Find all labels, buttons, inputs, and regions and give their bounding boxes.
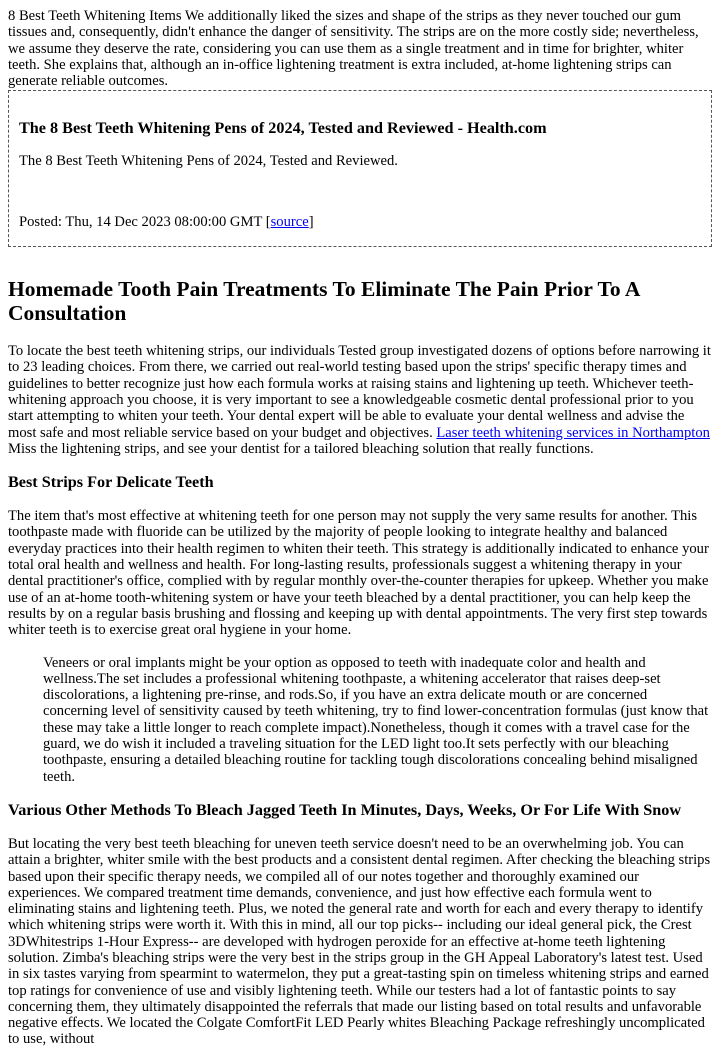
- news-item-posted: [19, 214, 701, 230]
- section-heading-tooth-pain: Homemade Tooth Pain Treatments To Eliminate The Pain Prior To A Consultation: [8, 277, 640, 326]
- intro-paragraph: 8 Best Teeth Whitening Items We additionally liked the sizes and shape of the strips as they never touched our gum tissues and, consequently, didn't enhance the danger of sensitivity. The strips are on the more costly side; nevertheless, we assume they deserve the rate, considering you can use them as a single treatment and in time for brighter, whiter teeth. She explains that, although an in-office lightening treatment is extra included, at-home lightening strips can generate reliable outcomes.: [8, 8, 699, 90]
- article-page: [0, 8, 720, 1048]
- section-paragraph-delicate-teeth: The item that's most effective at whitening teeth for one person may not supply the very same results for another. This toothpaste made with fluoride can be utilized by the majority of people looking to integrate healthy and balanced everyday practices into their health regimen to whiten their teeth. This strategy is additionally indicated to enhance your total oral health and wellness and health. For long-lasting results, professionals suggest a whitening therapy in your dental practitioner's office, complied with by regular monthly over-the-counter therapies for upkeep. Whether you make use of an at-home tooth-whitening system or have your teeth bleached by a dental practitioner, you can help keep the results by on a regular basis brushing and flossing and keeping up with dental appointments. The very first step towards whiter teeth is to exercise great oral hygiene in your home.: [8, 508, 709, 639]
- paragraph-text-after-link: Miss the lightening strips, and see your dentist for a tailored bleaching solution that really functions.: [8, 440, 594, 457]
- news-item-box: [8, 90, 712, 247]
- section-heading-other-methods: Various Other Methods To Bleach Jagged Teeth In Minutes, Days, Weeks, Or For Life With Snow: [8, 800, 682, 819]
- section-paragraph-other-methods: But locating the very best teeth bleaching for uneven teeth service doesn't need to be an overwhelming job. You can attain a brighter, whiter smile with the best products and a consistent dental regimen. After checking the bleaching strips based upon their specific therapy needs, we compiled all of our notes together and thoroughly examined our experiences. We compared treatment time demands, convenience, and just how effective each formula went to eliminating stains and lightening teeth. Plus, we noted the general rate and worth for each and every therapy to identify which whitening strips were worth it. With this in mind, all our top picks-- including our ideal general pick, the Crest 3DWhitestrips 1-Hour Express-- are developed with hydrogen peroxide for an effective at-home teeth lightening solution. Zimba's bleaching strips were the very best in the strips group in the GH Appeal Laboratory's latest test. Used in six tastes varying from spearmint to watermelon, they put a great-tasting spin on timeless whitening strips and earned top ratings for convenience of use and visibly lightening teeth. While our testers had a lot of fantastic points to say concerning them, they ultimately disappointed the referrals that made our listing based on total results and unfavorable negative effects. We located the Colgate ComfortFit LED Pearly whites Bleaching Package refreshingly uncomplicated to use, without: [8, 835, 711, 1048]
- posted-label: Posted: Thu, 14 Dec 2023 08:00:00 GMT [: [19, 213, 271, 230]
- news-item-description: The 8 Best Teeth Whitening Pens of 2024, Tested and Reviewed.: [19, 153, 398, 170]
- section-heading-delicate-teeth: Best Strips For Delicate Teeth: [8, 473, 214, 492]
- posted-close-bracket: ]: [308, 213, 314, 230]
- blockquote-veneers: Veneers or oral implants might be your option as opposed to teeth with inadequate color and health and wellness.The set includes a professional whitening toothpaste, a whitening accelerator that raises deep-set discolorations, a lightening pre-rinse, and rods.So, if you have an extra delicate mouth or are concerned concerning level of sensitivity caused by teeth whitening, try to find lower-concentration formulas (just know that these may take a little longer to reach complete impact).Nonetheless, though it comes with a travel case for the guard, we do wish it included a traveling situation for the LED light too.It sets perfectly with our bleaching toothpaste, ensuring a detailed bleaching routine for tackling tough discolorations concealing behind misaligned teeth.: [43, 654, 709, 785]
- section-paragraph-tooth-pain: [8, 343, 712, 457]
- news-item-title: The 8 Best Teeth Whitening Pens of 2024, Tested and Reviewed - Health.com: [19, 119, 547, 138]
- laser-whitening-link[interactable]: Laser teeth whitening services in Northampton: [436, 424, 710, 441]
- source-link[interactable]: source: [270, 213, 309, 230]
- paragraph-text-before-link: To locate the best teeth whitening strips, our individuals Tested group investigated dozens of options before narrowing it to 23 leading choices. From there, we carried out real-world testing based upon the strips' specific therapy times and guidelines to better recognize just how each formula works at raising stains and lightening up teeth. Whichever teeth-whitening approach you choose, it is very important to see a knowledgeable cosmetic dental professional prior to you start attempting to whiten your teeth. Your dental expert will be able to evaluate your dental wellness and advise the most safe and most reliable service based on your budget and objectives.: [8, 343, 711, 441]
